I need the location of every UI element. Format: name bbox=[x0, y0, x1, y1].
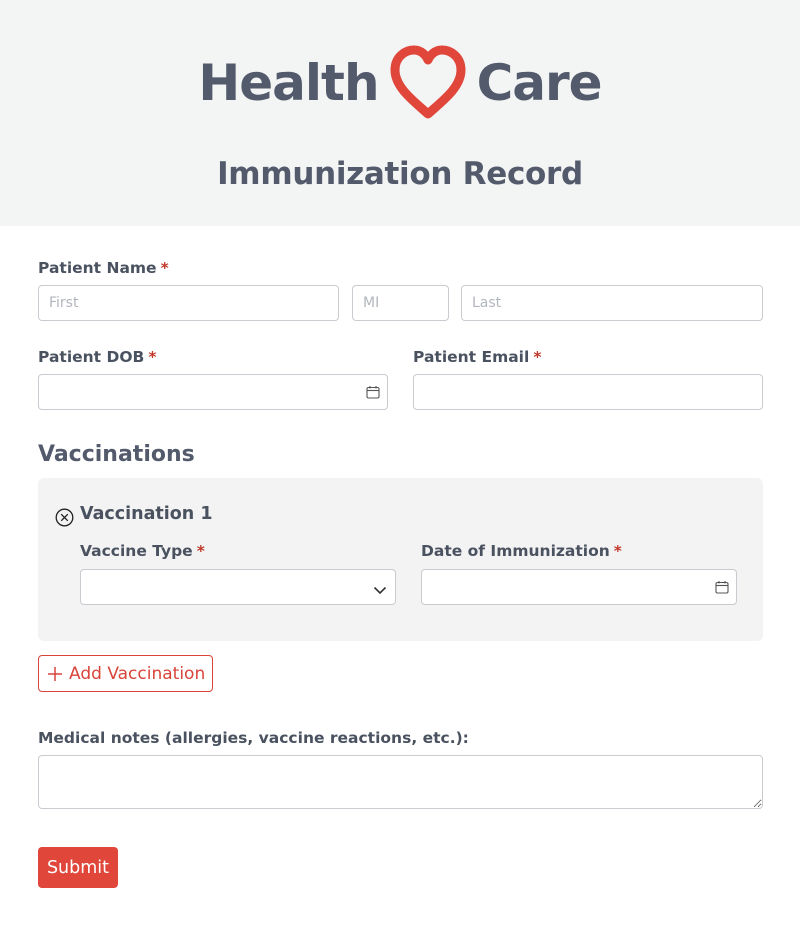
patient-dob-label-text: Patient DOB bbox=[38, 348, 145, 366]
required-mark: * bbox=[160, 259, 169, 277]
vaccine-type-select[interactable] bbox=[80, 569, 396, 605]
date-of-immunization-label-text: Date of Immunization bbox=[421, 542, 610, 560]
required-mark: * bbox=[613, 542, 622, 560]
submit-button[interactable]: Submit bbox=[38, 847, 118, 888]
page-title: Immunization Record bbox=[217, 156, 583, 192]
date-of-immunization-input[interactable] bbox=[421, 569, 737, 605]
add-vaccination-button[interactable] bbox=[38, 655, 213, 692]
plus-icon bbox=[47, 666, 63, 682]
patient-email-label-text: Patient Email bbox=[413, 348, 530, 366]
patient-dob-input[interactable] bbox=[38, 374, 388, 410]
page-header bbox=[0, 0, 800, 226]
date-of-immunization-label bbox=[421, 542, 622, 560]
patient-name-label-text: Patient Name bbox=[38, 259, 157, 277]
vaccine-type-label bbox=[80, 542, 205, 560]
calendar-icon[interactable] bbox=[715, 580, 729, 594]
required-mark: * bbox=[533, 348, 542, 366]
medical-notes-textarea[interactable] bbox=[38, 755, 763, 809]
brand-word-left: Health bbox=[198, 54, 379, 112]
medical-notes-label: Medical notes (allergies, vaccine reactions, etc.): bbox=[38, 729, 469, 747]
add-vaccination-label: Add Vaccination bbox=[69, 663, 206, 684]
calendar-icon[interactable] bbox=[366, 385, 380, 399]
brand-word-right: Care bbox=[476, 54, 602, 112]
patient-name-label bbox=[38, 259, 169, 277]
remove-circle-icon[interactable] bbox=[55, 508, 74, 527]
patient-email-input[interactable] bbox=[413, 374, 763, 410]
vaccine-type-label-text: Vaccine Type bbox=[80, 542, 193, 560]
vaccinations-heading: Vaccinations bbox=[38, 442, 195, 467]
chevron-down-icon[interactable] bbox=[373, 582, 387, 592]
required-mark: * bbox=[148, 348, 157, 366]
vaccination-title: Vaccination 1 bbox=[80, 504, 213, 524]
patient-dob-label bbox=[38, 348, 156, 366]
patient-email-label bbox=[413, 348, 541, 366]
heart-icon bbox=[385, 42, 471, 124]
brand-logo bbox=[0, 42, 800, 124]
middle-initial-input[interactable] bbox=[352, 285, 449, 321]
required-mark: * bbox=[196, 542, 205, 560]
first-name-input[interactable] bbox=[38, 285, 339, 321]
last-name-input[interactable] bbox=[461, 285, 763, 321]
